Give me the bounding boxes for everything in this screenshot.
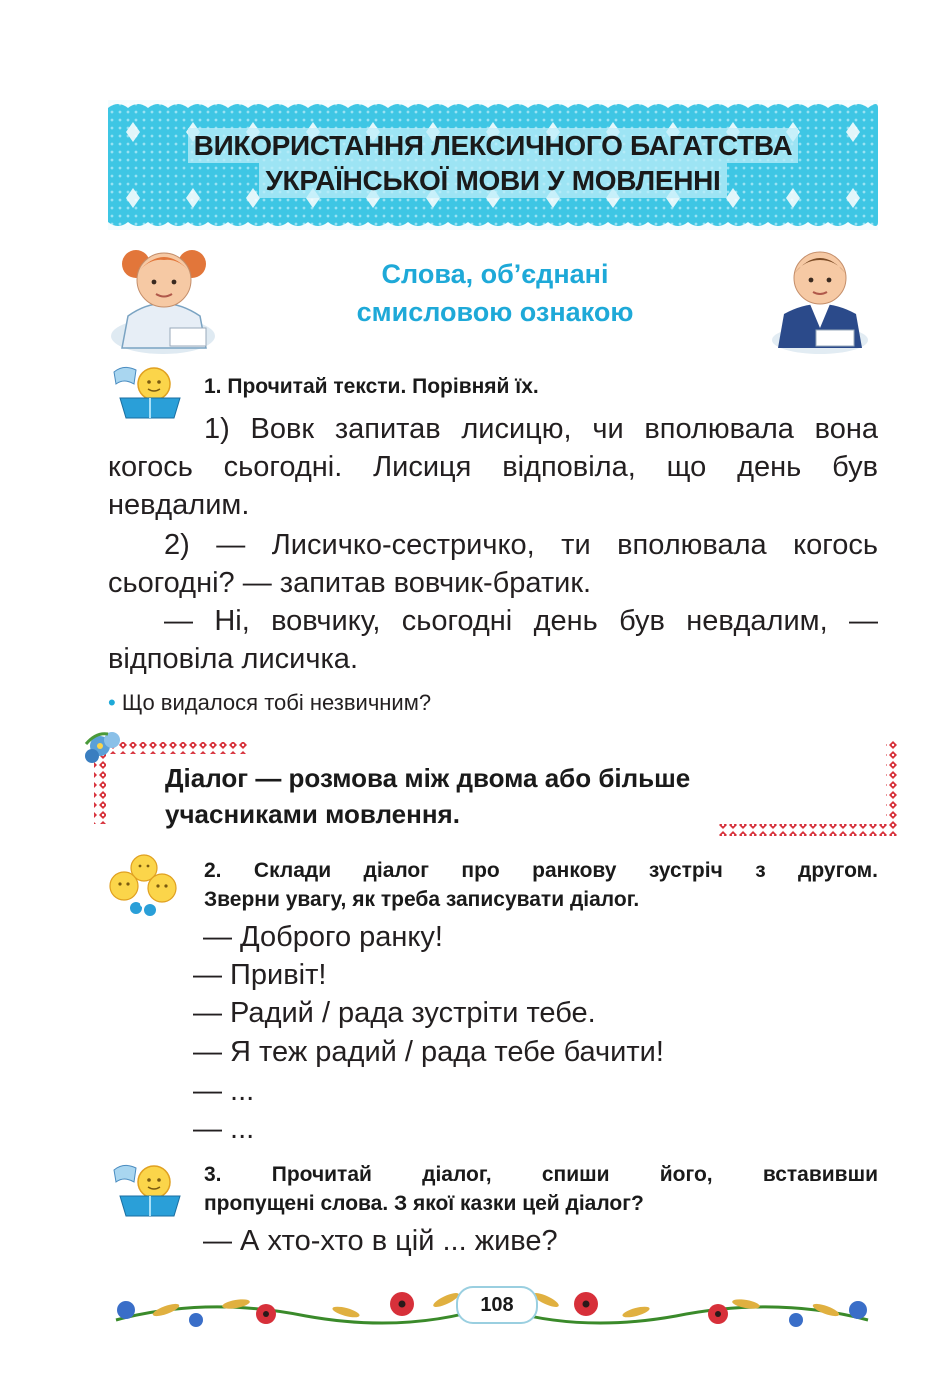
dialog-definition [165, 760, 865, 832]
page-title-line2: УКРАЇНСЬКОЇ МОВИ У МОВЛЕННІ [259, 163, 726, 198]
sun-faces-icon [106, 852, 182, 918]
boy-writing-illustration [770, 238, 870, 354]
title-banner [108, 100, 878, 230]
dialog-line-4: — Я теж радий / рада тебе бачити! [193, 1036, 664, 1068]
dialog-definition-line2: учасниками мовлення. [165, 799, 460, 829]
dialog-definition-line1: Діалог — розмова між двома або більше [165, 763, 691, 793]
task3-title-line2: пропущені слова. З якої казки цей діалог? [204, 1192, 644, 1215]
sun-book-icon [110, 362, 184, 420]
task3-title-line1: 3. Прочитай діалог, спиши його, вставивши [204, 1163, 878, 1186]
dialog-line-1: — Доброго ранку! [203, 921, 443, 953]
task1-text2-line4: відповіла лисичка. [108, 643, 358, 675]
bullet-marker: • [108, 690, 116, 715]
dialog-line-2: — Привіт! [193, 959, 327, 991]
section-subtitle [300, 255, 690, 331]
task2-title-line2: Зверни увагу, як треба записувати діалог. [204, 888, 640, 911]
task1-text1-line2: когось сьогодні. Лисиця відповіла, що день був [108, 451, 878, 483]
dialog-line-6: — ... [193, 1113, 255, 1145]
page-number: 108 [456, 1286, 538, 1324]
dialog-line-5: — ... [193, 1075, 255, 1107]
page-title [108, 128, 878, 198]
task1-text2-line1: 2) — Лисичко-сестричко, ти вполювала когось [164, 529, 878, 561]
task2-title-line1: 2. Склади діалог про ранкову зустріч з другом. [204, 859, 878, 882]
task1-title: 1. Прочитай тексти. Порівняй їх. [204, 375, 539, 398]
page-title-line1: ВИКОРИСТАННЯ ЛЕКСИЧНОГО БАГАТСТВА [188, 128, 799, 163]
dialog-line-3: — Радий / рада зустріти тебе. [193, 997, 596, 1029]
girl-writing-illustration [108, 236, 218, 354]
task1-text1-line3: невдалим. [108, 489, 250, 521]
sun-book-icon-2 [110, 1160, 184, 1218]
section-subtitle-line2: смисловою ознакою [356, 297, 634, 327]
task1-text2-line2: сьогодні? — запитав вовчик-братик. [108, 567, 592, 599]
task1-text2-line3: — Ні, вовчику, сьогодні день був невдалим, — [164, 605, 878, 637]
task1-question [108, 690, 431, 716]
task3-dialog-line1: — А хто-хто в цій ... живе? [203, 1225, 558, 1257]
section-subtitle-line1: Слова, об’єднані [381, 259, 609, 289]
task1-question-text: Що видалося тобі незвичним? [121, 690, 432, 715]
task1-text1-line1: 1) Вовк запитав лисицю, чи вполювала вона [204, 413, 878, 445]
